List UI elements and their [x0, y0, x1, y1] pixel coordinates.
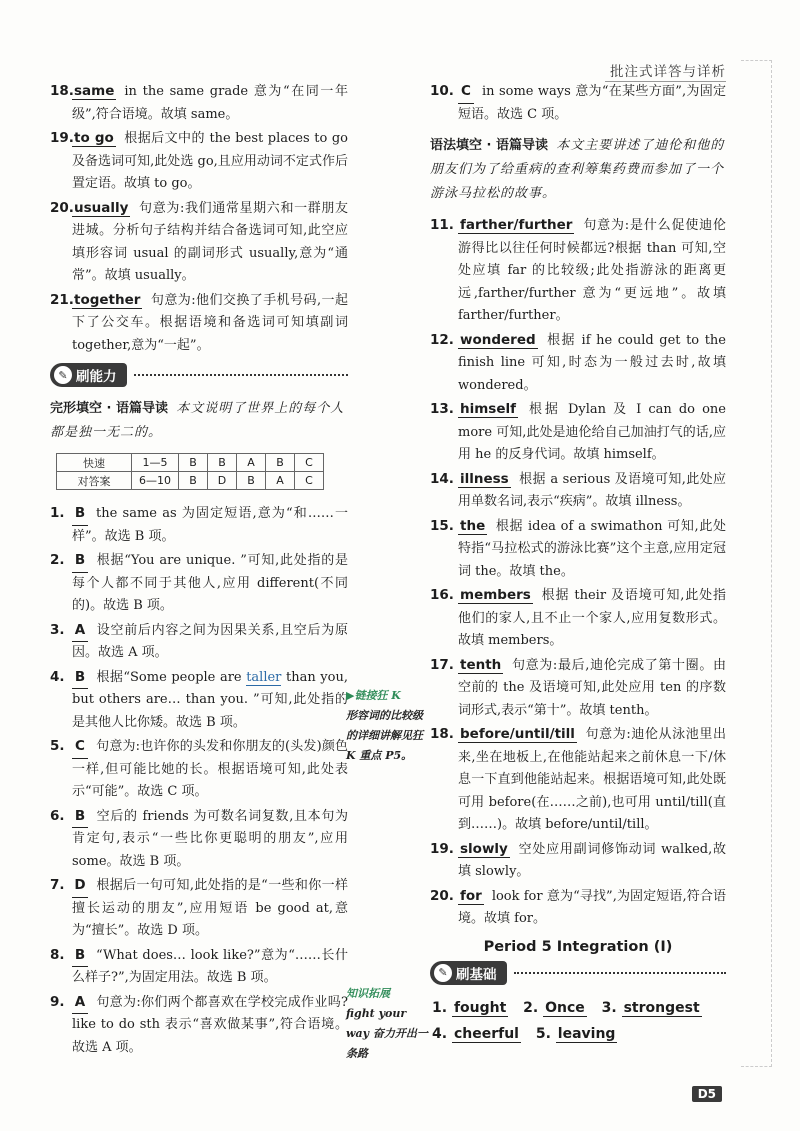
answer-item: 21. together 句意为:他们交换了手机号码,一起下了公交车。根据语境和备选词可知填副词 together,意为“一起”。 — [50, 291, 348, 353]
table-header: 快速 — [57, 454, 132, 472]
answer: D — [72, 874, 88, 898]
page-number: D5 — [692, 1086, 722, 1102]
dotted-divider — [514, 972, 726, 974]
answer-item: 11. farther/further 句意为:是什么促使迪伦游得比以往任何时候都远?根据 than 可知,空处应填 far 的比较级;此处指游泳的距离更远,farther/further 意为“更远地”。故填 farther/further。 — [430, 217, 726, 323]
answer: tenth — [460, 656, 502, 673]
answer: illness — [460, 470, 509, 487]
answer-item: 16. members 根据 their 及语境可知,此处指他们的家人,且不止一个家人,应用复数形式。故填 members。 — [430, 587, 726, 648]
answer: same — [74, 83, 115, 99]
answer-item: 10. C in some ways 意为“在某些方面”,为固定短语。故选 C 项。 — [430, 80, 726, 126]
answer: for — [460, 887, 482, 904]
running-header: 批注式详答与详析 — [610, 64, 726, 80]
table-header: 对答案 — [57, 472, 132, 490]
answer-item: 3. A 设空前后内容之间为因果关系,且空后为原因。故选 A 项。 — [50, 619, 348, 665]
answer-item: 12. wondered 根据 if he could get to the finish line 可知,时态为一般过去时,故填 wondered。 — [430, 331, 726, 393]
answer: A — [72, 991, 88, 1015]
answer-item: 2. B 根据“You are unique. ”可知,此处指的是每个人都不同于其他人,应用 different(不同的)。故选 B 项。 — [50, 549, 348, 618]
answer-item: 20. for look for 意为“寻找”,为固定短语,符合语境。故填 for。 — [430, 887, 726, 926]
list-item: 1. fought — [432, 999, 507, 1016]
answer: B — [72, 549, 88, 573]
passage-guide: 完形填空 · 语篇导读 本文说明了世界上的每个人都是独一无二的。 — [50, 401, 345, 440]
section-banner — [50, 363, 348, 389]
answer: members — [460, 587, 531, 603]
answer: slowly — [460, 840, 508, 857]
list-item: 5. leaving — [535, 1025, 616, 1042]
answer: himself — [460, 401, 516, 417]
answer: before/until/till — [460, 726, 575, 742]
answer-item: 1. B the same as 为固定短语,意为“和……一样”。故选 B 项。 — [50, 502, 348, 548]
answer-item: 7. D 根据后一句可知,此处指的是“一些和你一样擅长运动的朋友”,应用短语 be good at,意为“擅长”。故选 D 项。 — [50, 874, 348, 943]
answer: B — [72, 805, 88, 829]
answer-item: 17. tenth 句意为:最后,迪伦完成了第十圈。由空前的 the 及语境可知,此处应用 ten 的序数词形式,表示“第十”。故填 tenth。 — [430, 656, 726, 718]
side-note-knowledge: 知识拓展 fight your way 奋力开出一条路 — [346, 987, 428, 1060]
section-banner — [430, 961, 726, 987]
answer-item: 19. slowly 空处应用副词修饰动词 walked,故填 slowly。 — [430, 840, 726, 879]
side-note-link: ▶链接狂 K 形容词的比较级的详细讲解见狂 K 重点 P5。 — [346, 689, 423, 762]
highlighted-word: taller — [246, 669, 282, 685]
answer-item: 4. B 根据“Some people are taller than you, but others are… than you. ”可知,此处指的是其他人比你矮。故选 B 项。 — [50, 666, 348, 735]
answer-item: 13. himself 根据 Dylan 及 I can do one more 可知,此处是迪伦给自己加油打气的话,应用 he 的反身代词。故填 himself。 — [430, 401, 726, 462]
answer: the — [460, 517, 486, 534]
answer-item: 8. B “What does… look like?”意为“……长什么样子?”,为固定用法。故选 B 项。 — [50, 944, 348, 990]
left-column — [50, 80, 348, 1060]
answer-item: 14. illness 根据 a serious 及语境可知,此处应用单数名词,表示“疾病”。故填 illness。 — [430, 470, 726, 509]
answer-item: 18. same in the same grade 意为“在同一年级”,符合语境。故填 same。 — [50, 83, 348, 122]
table-row: 对答案 6—10 B D B A C — [57, 472, 324, 490]
table-row: 快速 1—5 B B A B C — [57, 454, 324, 472]
passage-guide: 语法填空 · 语篇导读 本文主要讲述了迪伦和他的朋友们为了给重病的查利筹集药费而参加了一个游泳马拉松的故事。 — [430, 138, 725, 201]
list-item: 3. strongest — [601, 999, 700, 1016]
answer: A — [72, 619, 88, 643]
answer-item: 5. C 句意为:也许你的头发和你朋友的(头发)颜色一样,但可能比她的长。根据语境可知,此处表示“可能”。故选 C 项。 — [50, 735, 348, 804]
answer: B — [72, 502, 88, 526]
list-item: 4. cheerful — [432, 1025, 519, 1042]
basics-answers — [432, 995, 726, 1047]
answer-item: 20. usually 句意为:我们通常星期六和一群朋友进城。分析句子结构并结合备选词可知,此空应填形容词 usual 的副词形式 usually,意为“通常”。故填 usually。 — [50, 199, 348, 283]
quick-answer-table — [56, 453, 324, 490]
right-column — [430, 80, 726, 1047]
answer-item: 15. the 根据 idea of a swimathon 可知,此处特指“马拉松式的游泳比赛”这个主意,应用定冠词 the。故填 the。 — [430, 517, 726, 579]
pencil-icon: ✎ — [54, 366, 72, 384]
answer: farther/further — [460, 217, 573, 233]
list-item: 2. Once — [523, 999, 585, 1016]
answer-item: 9. A 句意为:你们两个都喜欢在学校完成作业吗? like to do sth 表示“喜欢做某事”,符合语境。故选 A 项。 — [50, 991, 348, 1060]
dotted-divider — [134, 374, 348, 376]
answer-item: 19. to go 根据后文中的 the best places to go 及备选词可知,此处选 go,且应用动词不定式作后置定语。故填 to go。 — [50, 130, 348, 191]
section-title: 刷基础 — [456, 966, 497, 983]
pencil-icon: ✎ — [434, 964, 452, 982]
answer: to go — [74, 130, 114, 146]
answer-item: 18. before/until/till 句意为:迪伦从泳池里出来,坐在地板上,在他能站起来之前休息一下/休息一下直到他能站起来。根据语境可知,此处既可用 before(在……之前),也可用 until/till(直到……)。故填 before/until/till。 — [430, 726, 726, 832]
answer: wondered — [460, 331, 536, 348]
section-title: 刷能力 — [76, 369, 117, 385]
answer: C — [72, 735, 88, 759]
answer: B — [72, 944, 88, 968]
page-edge-decoration — [741, 60, 772, 1067]
answer-item: 6. B 空后的 friends 为可数名词复数,且本句为肯定句,表示“一些比你更聪明的朋友”,应用 some。故选 B 项。 — [50, 805, 348, 874]
answer: together — [74, 291, 141, 308]
answer: B — [72, 666, 88, 690]
arrow-icon: ▶ — [346, 689, 355, 702]
period-title: Period 5 Integration (Ⅰ) — [483, 938, 673, 955]
answer: C — [458, 80, 474, 104]
answer: usually — [74, 199, 129, 216]
